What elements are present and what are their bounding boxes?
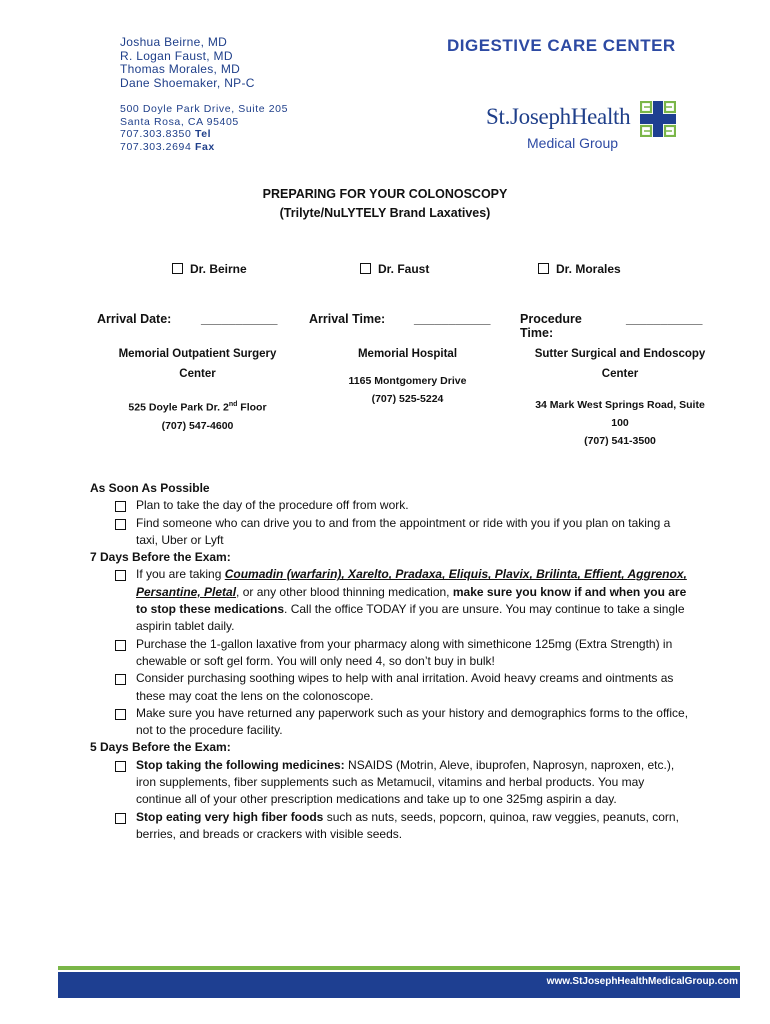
section-heading: 7 Days Before the Exam:	[90, 550, 231, 565]
page-subtitle: (Trilyte/NuLYTELY Brand Laxatives)	[279, 206, 491, 220]
arrival-time-label: Arrival Time:	[309, 312, 386, 326]
location-memorial-outpatient	[100, 344, 295, 435]
address-line: 500 Doyle Park Drive, Suite 205	[120, 103, 289, 115]
checkbox-icon	[115, 519, 126, 530]
arrival-date-label: Arrival Date:	[97, 312, 172, 326]
fax-number: 707.303.2694	[120, 140, 192, 153]
list-item: Plan to take the day of the procedure off from work.	[90, 497, 690, 514]
center-name: DIGESTIVE CARE CENTER	[447, 36, 676, 55]
list-item: Find someone who can drive you to and from the appointment or ride with you if you plan on taking a taxi, Uber or Lyft	[90, 515, 690, 550]
arrival-date-field[interactable]: ___________	[201, 312, 278, 326]
phone-line	[120, 128, 288, 141]
checkbox-icon	[115, 640, 126, 651]
location-memorial-hospital	[310, 344, 505, 408]
checkbox-icon	[115, 761, 126, 772]
list-item: Stop taking the following medicines: NSAIDS (Motrin, Aleve, ibuprofen, Naprosyn, naproxen, etc.), iron supplements, fiber supplements such as Metamucil, vitamins and herbal products. You may continue all of your other prescription medications and take up to one 325mg aspirin a day.	[90, 757, 690, 809]
arrival-time-field[interactable]: ___________	[414, 312, 491, 326]
tel-number: 707.303.8350	[120, 128, 192, 140]
logo-subtitle: Medical Group	[527, 135, 619, 151]
doctor-list	[120, 36, 255, 90]
checkbox-icon	[115, 570, 126, 581]
checkbox-icon	[115, 501, 126, 512]
location-name: Center	[179, 368, 216, 380]
list-item: Consider purchasing soothing wipes to help with anal irritation. Avoid heavy creams and ointments as these may coat the lens on the colonoscope.	[90, 670, 690, 705]
location-address: 525 Doyle Park Dr. 2nd Floor	[128, 401, 267, 414]
footer-url[interactable]: www.StJosephHealthMedicalGroup.com	[546, 976, 738, 987]
location-phone: (707) 525-5224	[371, 393, 444, 405]
doctor-name: R. Logan Faust, MD	[120, 48, 233, 63]
instructions	[90, 480, 690, 843]
location-sutter	[520, 344, 720, 450]
checkbox-icon	[115, 813, 126, 824]
location-name: Center	[601, 368, 639, 380]
checkbox-label: Dr. Faust	[378, 262, 430, 276]
procedure-time-label	[520, 312, 582, 340]
location-address: 34 Mark West Springs Road, Suite	[535, 399, 705, 411]
checkbox-icon	[172, 263, 183, 274]
checkbox-label: Dr. Beirne	[190, 262, 247, 276]
checkbox-icon	[360, 263, 371, 274]
location-name: Memorial Outpatient Surgery	[118, 348, 277, 360]
page-title: PREPARING FOR YOUR COLONOSCOPY	[262, 187, 508, 201]
logo-name: St.JosephHealth	[486, 104, 631, 129]
tel-label: Tel	[194, 128, 212, 140]
procedure-time-field[interactable]: ___________	[626, 312, 703, 326]
doctor-checkbox-faust[interactable]	[360, 262, 429, 276]
procedure-label-line: Time:	[520, 326, 554, 340]
blood-thinner-list: Coumadin (warfarin), Xarelto, Pradaxa, Eliquis, Plavix, Brilinta, Effient, Aggrenox, Persantine, Pletal	[136, 567, 687, 599]
location-name: Memorial Hospital	[357, 348, 458, 360]
location-address: 100	[611, 417, 629, 429]
list-item: Make sure you have returned any paperwork such as your history and demographics forms to the office, not to the procedure facility.	[90, 705, 690, 740]
section-heading: 5 Days Before the Exam:	[90, 740, 231, 755]
checkbox-icon	[538, 263, 549, 274]
doctor-name: Dane Shoemaker, NP-C	[120, 75, 255, 90]
location-address: 1165 Montgomery Drive	[348, 375, 467, 387]
fax-label: Fax	[194, 140, 215, 153]
list-item: Purchase the 1-gallon laxative from your pharmacy along with simethicone 125mg (Extra Strength) in chewable or soft gel form. You will only need 4, so don’t buy in bulk!	[90, 636, 690, 671]
office-address	[120, 103, 288, 153]
section-heading: As Soon As Possible	[90, 481, 210, 495]
location-phone: (707) 547-4600	[161, 419, 234, 432]
procedure-label-line: Procedure	[520, 312, 582, 326]
checkbox-icon	[115, 709, 126, 720]
location-name: Sutter Surgical and Endoscopy	[534, 348, 706, 360]
doctor-checkbox-morales[interactable]	[538, 262, 621, 276]
doctor-name: Joshua Beirne, MD	[120, 35, 228, 49]
doctor-name: Thomas Morales, MD	[120, 62, 241, 76]
checkbox-icon	[115, 674, 126, 685]
list-item: Stop eating very high fiber foods such as nuts, seeds, popcorn, quinoa, raw veggies, peanuts, corn, berries, and breads or crackers with visible seeds.	[90, 809, 690, 844]
list-item: If you are taking Coumadin (warfarin), Xarelto, Pradaxa, Eliquis, Plavix, Brilinta, Effient, Aggrenox, Persantine, Pletal, or any other blood thinning medication, make sure you know if and when you are to stop these medications. Call the office TODAY if you are unsure. You may continue to take a single aspirin tablet daily.	[90, 566, 690, 635]
address-line: Santa Rosa, CA 95405	[120, 115, 239, 128]
checkbox-label: Dr. Morales	[556, 262, 621, 276]
footer-green-bar	[58, 966, 740, 970]
location-phone: (707) 541-3500	[584, 435, 656, 447]
fax-line	[120, 141, 288, 154]
doctor-checkbox-beirne[interactable]	[172, 262, 247, 276]
logo-cross-icon	[640, 101, 676, 137]
